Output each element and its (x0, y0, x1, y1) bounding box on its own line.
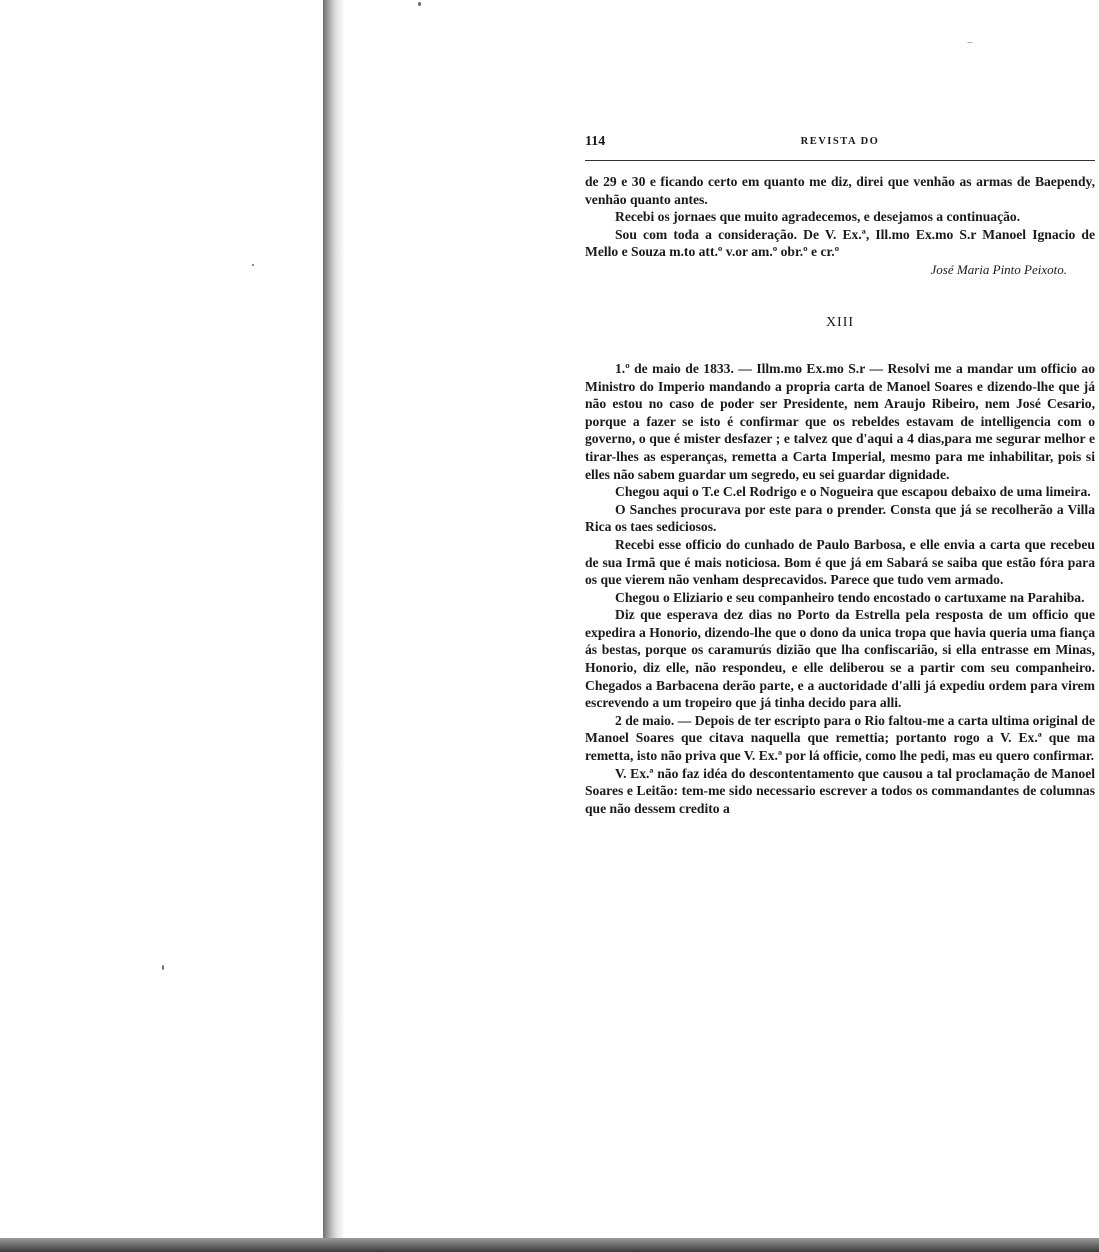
body-paragraph: Diz que esperava dez dias no Porto da Estrella pela resposta de um officio que expedira a Honorio, dizendo-lhe que o dono da unica tropa que havia queria uma fiança ás bestas, porque os caramurús dizião que lha confiscarião, si ella entrasse em Minas, Honorio, diz elle, não respondeu, e elle deliberou se a partir com seu companheiro. Chegados a Barbacena derão parte, e a auctoridade d'alli já expediu ordem para virem escrevendo a um tropeiro que já tinha decido para alli. (585, 607, 1095, 711)
gutter-shadow (337, 0, 345, 1252)
scan-speck (967, 42, 973, 43)
running-title: REVISTA DO (800, 136, 880, 147)
running-head (585, 130, 1095, 156)
letter-paragraph: de 29 e 30 e ficando certo em quanto me diz, direi que venhão as armas de Baependy, venhão quanto antes. (585, 174, 1095, 207)
body-paragraph: Chegou o Eliziario e seu companheiro tendo encostado o cartuxame na Parahiba. (615, 589, 1085, 605)
scan-bottom-edge (0, 1238, 1099, 1252)
letter-closing: Sou com toda a consideração. De V. Ex.ª, Ill.mo Ex.mo S.r Manoel Ignacio de Mello e Souza m.to att.º v.or am.º obr.º e cr.º (585, 226, 1095, 260)
body-paragraph: O Sanches procurava por este para o prender. Consta que já se recolherão a Villa Rica os taes sediciosos. (585, 501, 1095, 535)
body-paragraph: Recebi esse officio do cunhado de Paulo Barbosa, e elle envia a carta que recebeu de sua Irmã que é mais noticiosa. Bom é que já em Sabará se saiba que estão fóra para os que vierem não venham desprecavidos. Parece que tudo vem armado. (585, 536, 1095, 588)
letter-paragraph: Recebi os jornaes que muito agradecemos, e desejamos a continuação. (615, 209, 1021, 225)
body-paragraph: Chegou aqui o T.e C.el Rodrigo e o Nogueira que escapou debaixo de uma limeira. (615, 484, 1091, 500)
scan-speck (252, 264, 254, 266)
letter-signature: José Maria Pinto Peixoto. (930, 261, 1067, 277)
book-spine-shadow (323, 0, 337, 1252)
scan-speck (418, 2, 421, 6)
body-paragraph: 1.º de maio de 1833. — Illm.mo Ex.mo S.r — Resolvi me a mandar um officio ao Ministro do Imperio mandando a propria carta de Manoel Soares e dizendo-lhe que já não estou no caso de poder ser Presidente, nem Araujo Ribeiro, nem José Cesario, porque a fazer se isto é confirmar que os rebeldes estavam de intelligencia com o governo, o que é mister desfazer ; e talvez que d'aqui a 4 dias,para me segurar melhor e tirar-lhes as esperanças, remetta a Carta Imperial, mesmo para me inhabilitar, pois si elles não sabem guardar um segredo, eu sei guardar dignidade. (585, 360, 1095, 482)
scan-speck (162, 965, 164, 970)
page-number: 114 (585, 134, 606, 149)
header-rule (585, 160, 1095, 161)
section-heading: XIII (825, 314, 855, 330)
body-paragraph: V. Ex.ª não faz idéa do descontentamento que causou a tal proclamação de Manoel Soares e Leitão: tem-me sido necessario escrever a todos os commandantes de columnas que não dessem credito a (585, 765, 1095, 816)
body-paragraph: 2 de maio. — Depois de ter escripto para o Rio faltou-me a carta ultima original de Manoel Soares que citava naquella que remettia; portanto rogo a V. Ex.ª que ma remetta, isto não priva que V. Ex.ª por lá officie, como lhe pedi, mas eu quero confirmar. (585, 712, 1095, 764)
book-page (585, 130, 1095, 817)
